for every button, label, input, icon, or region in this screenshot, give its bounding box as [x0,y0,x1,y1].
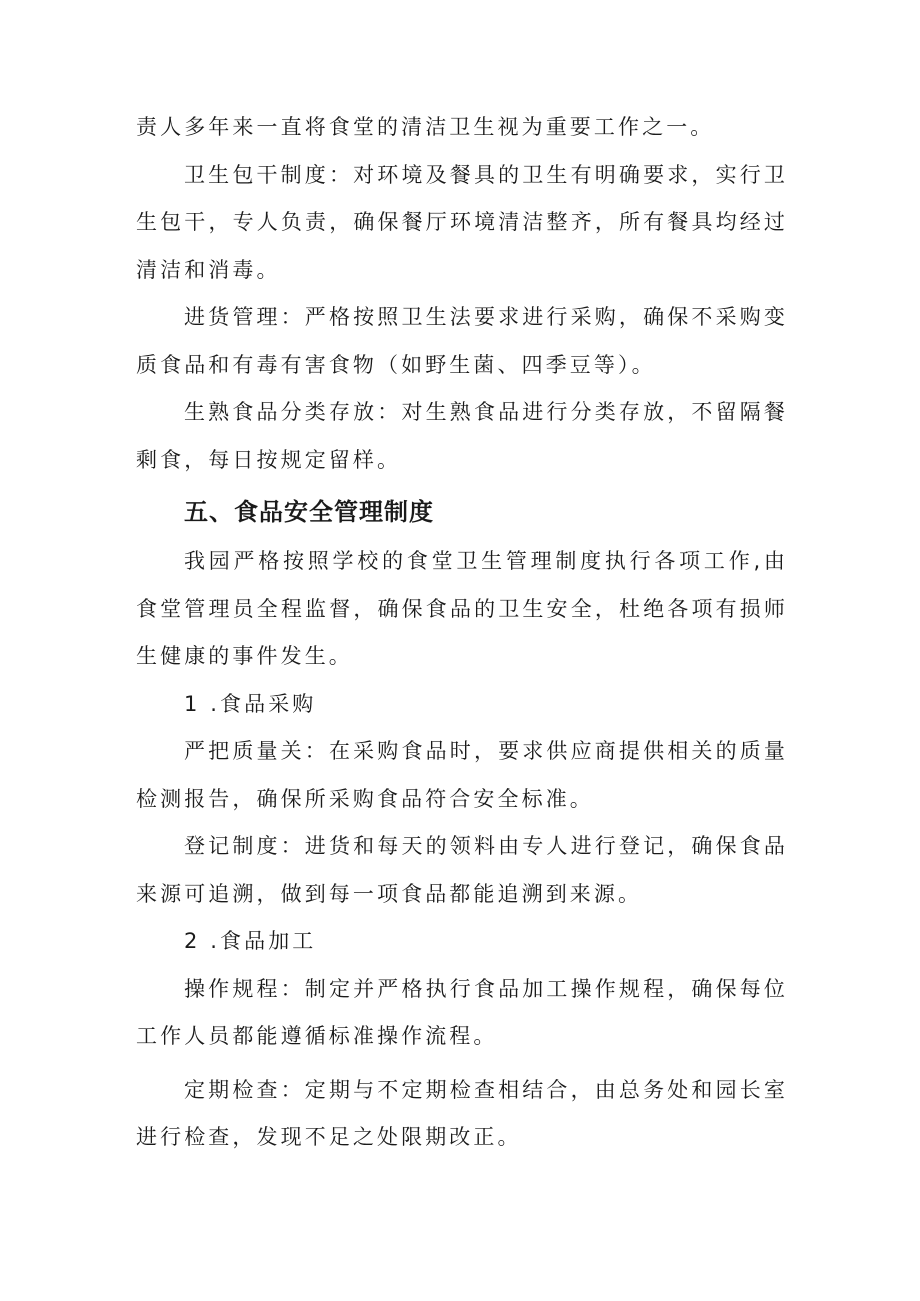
paragraph-food-storage: 生熟食品分类存放：对生熟食品进行分类存放，不留隔餐剩食，每日按规定留样。 [136,400,788,472]
subheading-food-processing: 2 .食品加工 [184,929,317,953]
paragraph-registration: 登记制度：进货和每天的领料由专人进行登记，确保食品来源可追溯，做到每一项食品都能追溯到来源。 [136,834,788,906]
document-body [136,104,788,1162]
paragraph-continuation: 责人多年来一直将食堂的清洁卫生视为重要工作之一。 [136,115,715,139]
section-heading-food-safety: 五、食品安全管理制度 [184,498,434,526]
paragraph-operating-rules: 操作规程：制定并严格执行食品加工操作规程，确保每位工作人员都能遵循标准操作流程。 [136,976,788,1048]
paragraph-regular-inspection: 定期检查：定期与不定期检查相结合，由总务处和园长室进行检查，发现不足之处限期改正。 [136,1077,788,1149]
paragraph-quality-control: 严把质量关：在采购食品时，要求供应商提供相关的质量检测报告，确保所采购食品符合安全标准。 [136,739,788,811]
paragraph-purchase-management: 进货管理：严格按照卫生法要求进行采购，确保不采购变质食品和有毒有害食物（如野生菌、四季豆等）。 [136,305,788,377]
paragraph-hygiene-responsibility: 卫生包干制度：对环境及餐具的卫生有明确要求，实行卫生包干，专人负责，确保餐厅环境清洁整齐，所有餐具均经过清洁和消毒。 [136,162,788,282]
subheading-food-purchase: 1 .食品采购 [184,691,317,716]
paragraph-food-safety-intro: 我园严格按照学校的食堂卫生管理制度执行各项工作,由食堂管理员全程监督，确保食品的卫生安全，杜绝各项有损师生健康的事件发生。 [136,549,788,668]
